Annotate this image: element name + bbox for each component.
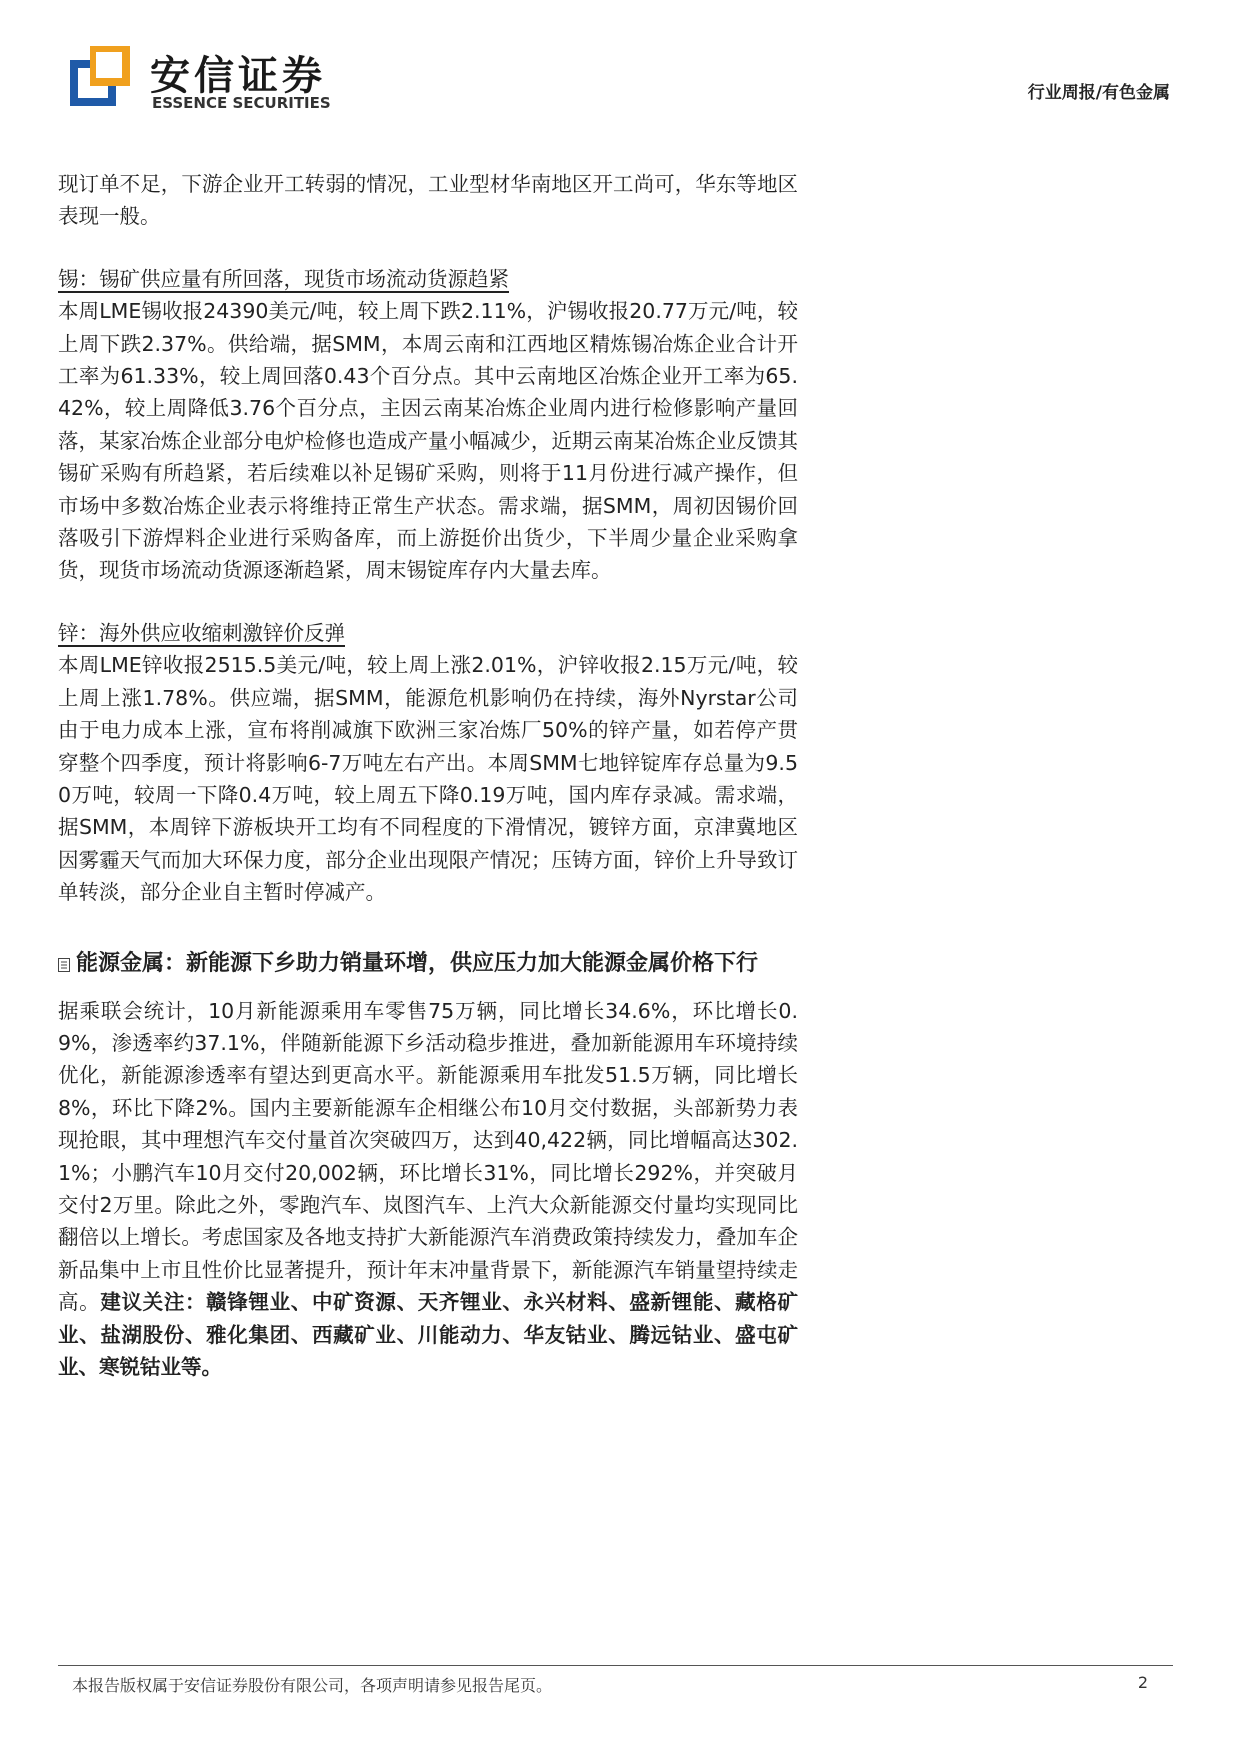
energy-metals-body bbox=[58, 995, 798, 1384]
footer-divider bbox=[58, 1665, 1173, 1666]
tin-section-body: 本周LME锡收报24390美元/吨，较上周下跌2.11%，沪锡收报20.77万元/吨，较上周下跌2.37%。供给端，据SMM，本周云南和江西地区精炼锡冶炼企业合计开工率为61.33%，较上周回落0.43个百分点。其中云南地区冶炼企业开工率为65.42%，较上周降低3.76个百分点，主因云南某冶炼企业周内进行检修影响产量回落，某家冶炼企业部分电炉检修也造成产量小幅减少，近期云南某冶炼企业反馈其锡矿采购有所趋紧，若后续难以补足锡矿采购，则将于11月份进行减产操作，但市场中多数冶炼企业表示将维持正常生产状态。需求端，据SMM，周初因锡价回落吸引下游焊料企业进行采购备库，而上游挺价出货少，下半周少量企业采购拿货，现货市场流动货源逐渐趋紧，周末锡锭库存内大量去库。 bbox=[58, 299, 798, 583]
document-icon bbox=[58, 958, 70, 972]
report-body bbox=[58, 168, 798, 1383]
report-type-label: 行业周报/有色金属 bbox=[1027, 83, 1170, 103]
zinc-heading-text: 锌：海外供应收缩刺激锌价反弹 bbox=[58, 620, 345, 645]
energy-metals-body-text: 据乘联会统计，10月新能源乘用车零售75万辆，同比增长34.6%，环比增长0.9%，渗透率约37.1%，伴随新能源下乡活动稳步推进，叠加新能源用车环境持续优化，新能源渗透率有望达到更高水平。新能源乘用车批发51.5万辆，同比增长8%，环比下降2%。国内主要新能源车企相继公布10月交付数据，头部新势力表现抢眼，其中理想汽车交付量首次突破四万，达到40,422辆，同比增幅高达302.1%；小鹏汽车10月交付20,002辆，环比增长31%，同比增长292%，并突破月交付2万里。除此之外，零跑汽车、岚图汽车、上汽大众新能源交付量均实现同比翻倍以上增长。考虑国家及各地支持扩大新能源汽车消费政策持续发力，叠加车企新品集中上市且性价比显著提升，预计年末冲量背景下，新能源汽车销量望持续走高。 bbox=[58, 998, 798, 1315]
recommendation-text: 建议关注：赣锋锂业、中矿资源、天齐锂业、永兴材料、盛新锂能、藏格矿业、盐湖股份、雅化集团、西藏矿业、川能动力、华友钴业、腾远钴业、盛屯矿业、寒锐钴业等。 bbox=[58, 1290, 799, 1379]
brand-name-english: ESSENCE SECURITIES bbox=[152, 94, 331, 112]
energy-metals-heading bbox=[58, 947, 798, 981]
zinc-section-heading bbox=[58, 617, 798, 649]
tin-section-heading bbox=[58, 263, 798, 295]
page-number: 2 bbox=[1137, 1673, 1148, 1692]
footer-disclaimer: 本报告版权属于安信证券股份有限公司，各项声明请参见报告尾页。 bbox=[72, 1676, 553, 1695]
intro-paragraph: 现订单不足，下游企业开工转弱的情况，工业型材华南地区开工尚可，华东等地区表现一般。 bbox=[58, 172, 798, 229]
page-header bbox=[70, 40, 1170, 120]
energy-metals-heading-text: 能源金属：新能源下乡助力销量环增，供应压力加大能源金属价格下行 bbox=[76, 950, 759, 976]
brand-name: 安信证券 bbox=[150, 53, 326, 99]
brand-logo-icon bbox=[70, 46, 130, 106]
zinc-section-body: 本周LME锌收报2515.5美元/吨，较上周上涨2.01%，沪锌收报2.15万元/吨，较上周上涨1.78%。供应端，据SMM，能源危机影响仍在持续，海外Nyrstar公司由于电力成本上涨，宣布将削减旗下欧洲三家冶炼厂50%的锌产量，如若停产贯穿整个四季度，预计将影响6-7万吨左右产出。本周SMM七地锌锭库存总量为9.50万吨，较周一下降0.4万吨，较上周五下降0.19万吨，国内库存录减。需求端，据SMM，本周锌下游板块开工均有不同程度的下滑情况，镀锌方面，京津冀地区因雾霾天气而加大环保力度，部分企业出现限产情况；压铸方面，锌价上升导致订单转淡，部分企业自主暂时停减产。 bbox=[58, 653, 798, 905]
tin-heading-text: 锡：锡矿供应量有所回落，现货市场流动货源趋紧 bbox=[58, 266, 509, 291]
